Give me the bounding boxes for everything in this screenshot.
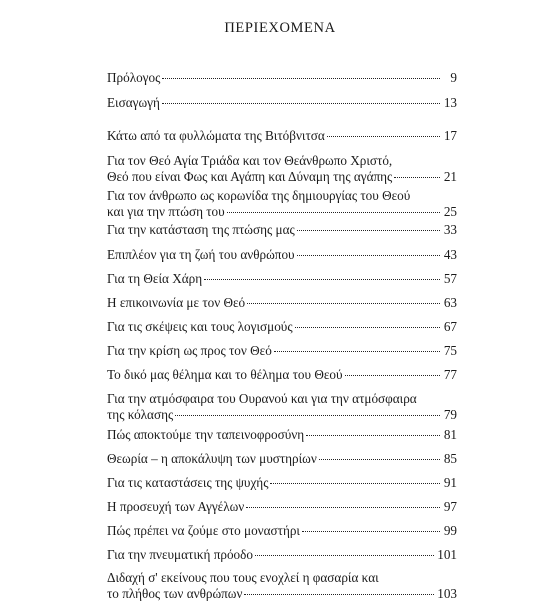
- toc-entry[interactable]: [107, 570, 457, 602]
- dot-leader: [227, 212, 440, 213]
- toc-entry-line: [107, 523, 457, 539]
- dot-leader: [246, 507, 440, 508]
- toc-entry-title-line: το πλήθος των ανθρώπων: [107, 586, 243, 601]
- toc-entry-page-number: 91: [443, 475, 457, 490]
- toc-entry-page-number: 85: [443, 451, 457, 466]
- toc-entry-title-line: Θεωρία – η αποκάλυψη των μυστηρίων: [107, 451, 317, 466]
- toc-entry-page-number: 43: [443, 247, 457, 262]
- dot-leader: [297, 255, 440, 256]
- dot-leader: [162, 78, 440, 79]
- toc-entry[interactable]: [107, 547, 457, 563]
- dot-leader: [319, 459, 440, 460]
- toc-entry-title-line: Η επικοινωνία με τον Θεό: [107, 295, 246, 310]
- toc-entry-page-number: 97: [443, 499, 457, 514]
- dot-leader: [244, 594, 434, 595]
- toc-entry-title-line: Το δικό μας θέλημα και το θέλημα του Θεού: [107, 367, 343, 382]
- toc-entry-page-number: 103: [437, 586, 457, 601]
- toc-entry-title-line: Πρόλογος: [107, 70, 161, 85]
- toc-entry-page-number: 9: [450, 70, 457, 85]
- toc-entry[interactable]: [107, 367, 457, 383]
- dot-leader: [247, 303, 440, 304]
- dot-leader: [255, 555, 434, 556]
- toc-entry[interactable]: [107, 295, 457, 311]
- toc-entry-title-line: Πώς αποκτούμε την ταπεινοφροσύνη: [107, 427, 305, 442]
- toc-entry[interactable]: [107, 391, 457, 423]
- toc-entry-line: [107, 204, 457, 220]
- dot-leader: [270, 483, 440, 484]
- toc-entry[interactable]: [107, 153, 457, 185]
- toc-entry-page-number: 67: [443, 319, 457, 334]
- toc-entry-line: [107, 343, 457, 359]
- dot-leader: [295, 327, 440, 328]
- toc-entry[interactable]: [107, 95, 457, 111]
- toc-entry-title-line: Κάτω από τα φυλλώματα της Βιτόβνιτσα: [107, 128, 325, 143]
- toc-entry[interactable]: [107, 70, 457, 86]
- dot-leader: [306, 435, 440, 436]
- toc-entry[interactable]: [107, 128, 457, 144]
- toc-entry-title-line: Για τις σκέψεις και τους λογισμούς: [107, 319, 293, 334]
- toc-entry-line: [107, 547, 457, 563]
- page-title: ΠΕΡΙΕΧΟΜΕΝΑ: [224, 20, 336, 36]
- toc-entry-page-number: 75: [443, 343, 457, 358]
- toc-entry-page-number: 25: [443, 204, 457, 219]
- toc-entry-page-number: 57: [443, 271, 457, 286]
- dot-leader: [204, 279, 440, 280]
- toc-entry-page-number: 17: [443, 128, 457, 143]
- toc-entry[interactable]: [107, 451, 457, 467]
- dot-leader: [297, 230, 440, 231]
- toc-entry-page-number: 63: [443, 295, 457, 310]
- toc-entry-title-line: Για την κατάσταση της πτώσης μας: [107, 222, 295, 237]
- toc-entry-line: [107, 295, 457, 311]
- dot-leader: [345, 375, 440, 376]
- toc-entry-title-line: Για την πνευματική πρόοδο: [107, 547, 253, 562]
- toc-entry[interactable]: [107, 343, 457, 359]
- toc-entry-title-line: Επιπλέον για τη ζωή του ανθρώπου: [107, 247, 295, 262]
- toc-entry-line: [107, 128, 457, 144]
- toc-entry-line: [107, 499, 457, 515]
- toc-entry-page-number: 99: [443, 523, 457, 538]
- toc-entry[interactable]: [107, 427, 457, 443]
- toc-entry-line: [107, 475, 457, 491]
- toc-entry-title-line: Για τον Θεό Αγία Τριάδα και τον Θεάνθρωπο Χριστό,: [107, 153, 393, 168]
- toc-entry-line: [107, 222, 457, 238]
- toc-entry-line: [107, 70, 457, 86]
- toc-entry-title-line: της κόλασης: [107, 407, 174, 422]
- toc-entry-page-number: 13: [443, 95, 457, 110]
- dot-leader: [327, 136, 440, 137]
- toc-entry[interactable]: [107, 247, 457, 263]
- toc-entry-title-line: Για την κρίση ως προς τον Θεό: [107, 343, 272, 358]
- toc-entry-line: [107, 247, 457, 263]
- toc-entry-line: [107, 451, 457, 467]
- toc-entry-title-line: Εισαγωγή: [107, 95, 160, 110]
- toc-entry-title-line: Για την ατμόσφαιρα του Ουρανού και για την ατμόσφαιρα: [107, 391, 417, 406]
- toc-entry[interactable]: [107, 319, 457, 335]
- dot-leader: [175, 415, 440, 416]
- toc-entry-title-line: Για τη Θεία Χάρη: [107, 271, 203, 286]
- toc-entry-title-line: Για τον άνθρωπο ως κορωνίδα της δημιουργίας του Θεού: [107, 188, 411, 203]
- toc-entry-line: [107, 95, 457, 111]
- toc-entry-line: [107, 367, 457, 383]
- toc-entry[interactable]: [107, 499, 457, 515]
- toc-entry-page-number: 21: [443, 169, 457, 184]
- dot-leader: [302, 531, 440, 532]
- toc-entry-title-line: Η προσευχή των Αγγέλων: [107, 499, 245, 514]
- toc-entry-title-line: Διδαχή σ' εκείνους που τους ενοχλεί η φασαρία και: [107, 570, 379, 585]
- toc-entry-line: [107, 271, 457, 287]
- toc-entry-page-number: 79: [443, 407, 457, 422]
- toc-entry-title-line: Πώς πρέπει να ζούμε στο μοναστήρι: [107, 523, 300, 538]
- dot-leader: [162, 103, 440, 104]
- toc-entry-title-line: Για τις καταστάσεις της ψυχής: [107, 475, 269, 490]
- toc-entry-line: [107, 319, 457, 335]
- toc-entry-page-number: 81: [443, 427, 457, 442]
- toc-entry[interactable]: [107, 271, 457, 287]
- toc-entry-line: [107, 427, 457, 443]
- toc-entry[interactable]: [107, 222, 457, 238]
- dot-leader: [274, 351, 440, 352]
- toc-entry-line: [107, 169, 457, 185]
- toc-entry[interactable]: [107, 475, 457, 491]
- toc-entry[interactable]: [107, 188, 457, 220]
- toc-entry-line: [107, 407, 457, 423]
- toc-entry-page-number: 77: [443, 367, 457, 382]
- toc-entry-title-line: και για την πτώση του: [107, 204, 225, 219]
- dot-leader: [394, 177, 440, 178]
- toc-entry-page-number: 33: [443, 222, 457, 237]
- toc-entry-title-line: Θεό που είναι Φως και Αγάπη και Δύναμη της αγάπης: [107, 169, 393, 184]
- toc-entry[interactable]: [107, 523, 457, 539]
- toc-entry-page-number: 101: [437, 547, 457, 562]
